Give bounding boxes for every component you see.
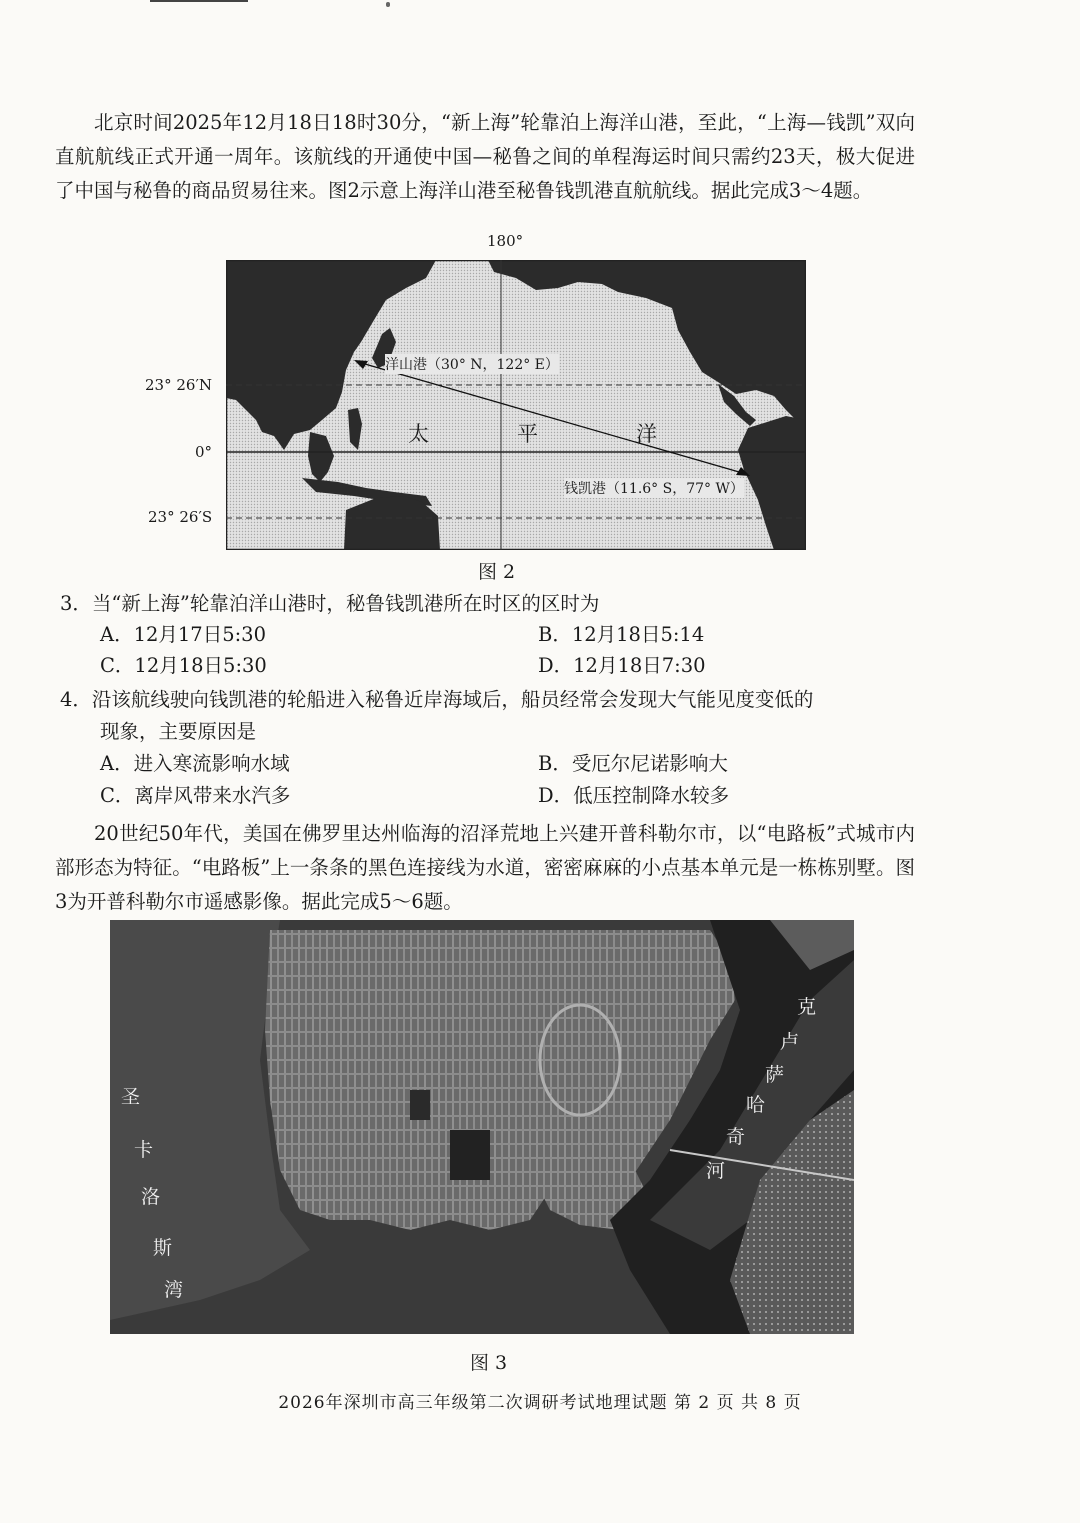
- passage-1: [55, 106, 915, 208]
- q4-option-b: B．受厄尔尼诺影响大: [538, 752, 728, 775]
- port-chancay-label: 钱凯港（11.6° S，77° W）: [564, 478, 744, 498]
- river-char-3: 萨: [765, 1064, 785, 1086]
- question-3-stem: 3．当“新上海”轮靠泊洋山港时，秘鲁钱凯港所在时区的区时为: [60, 592, 600, 615]
- scan-mark-dot: [386, 2, 390, 7]
- river-char-6: 河: [706, 1160, 726, 1182]
- river-char-1: 克: [797, 996, 817, 1018]
- figure-3-caption: 图 3: [470, 1352, 508, 1374]
- dark-block-2: [410, 1090, 430, 1120]
- question-4-stem-line2: 现象，主要原因是: [100, 720, 257, 743]
- ocean-char-tai: 太: [408, 422, 429, 446]
- map-lat-tropic-cancer: 23° 26′N: [145, 376, 212, 394]
- pacific-route-map: [226, 260, 806, 550]
- port-yangshan-label: 洋山港（30° N，122° E）: [385, 354, 559, 374]
- q3-option-b: B．12月18日5:14: [538, 623, 705, 646]
- map-lat-equator: 0°: [195, 443, 213, 461]
- bay-char-5: 湾: [164, 1279, 184, 1301]
- q3-option-d: D．12月18日7:30: [538, 654, 706, 677]
- ocean-char-ping: 平: [517, 422, 538, 446]
- q4-option-c: C．离岸风带来水汽多: [100, 784, 291, 807]
- q4-option-a: A．进入寒流影响水域: [100, 752, 290, 775]
- question-4-stem-line1: 4．沿该航线驶向钱凯港的轮船进入秘鲁近岸海域后，船员经常会发现大气能见度变低的: [60, 688, 814, 711]
- bay-char-1: 圣: [121, 1086, 141, 1108]
- map-lat-tropic-capricorn: 23° 26′S: [148, 508, 213, 526]
- passage-1-text: 北京时间2025年12月18日18时30分，“新上海”轮靠泊上海洋山港，至此，“上海—钱凯”双向直航航线正式开通一周年。该航线的开通使中国—秘鲁之间的单程海运时间只需约23天，极大促进了中国与秘鲁的商品贸易往来。图2示意上海洋山港至秘鲁钱凯港直航航线。据此完成3～4题。: [55, 111, 915, 202]
- bay-char-4: 斯: [153, 1237, 173, 1259]
- ocean-char-yang: 洋: [636, 422, 657, 446]
- q3-option-a: A．12月17日5:30: [100, 623, 266, 646]
- q4-option-d: D．低压控制降水较多: [538, 784, 730, 807]
- river-char-2: 卢: [780, 1031, 800, 1053]
- bay-char-2: 卡: [134, 1139, 154, 1161]
- map-meridian-label: 180°: [487, 232, 524, 250]
- bay-char-3: 洛: [141, 1186, 161, 1208]
- q3-option-c: C．12月18日5:30: [100, 654, 267, 677]
- river-char-4: 哈: [746, 1094, 766, 1116]
- dark-block-1: [450, 1130, 490, 1180]
- river-char-5: 奇: [726, 1126, 746, 1148]
- figure-2-caption: 图 2: [478, 561, 516, 583]
- scan-mark-line: [150, 0, 248, 2]
- passage-2-text: 20世纪50年代，美国在佛罗里达州临海的沼泽荒地上兴建开普科勒尔市，以“电路板”式城市内部形态为特征。“电路板”上一条条的黑色连接线为水道，密密麻麻的小点基本单元是一栋栋别墅。图3为开普科勒尔市遥感影像。据此完成5～6题。: [55, 822, 915, 913]
- page-footer: 2026年深圳市高三年级第二次调研考试地理试题 第 2 页 共 8 页: [278, 1393, 802, 1413]
- passage-2: [55, 817, 915, 919]
